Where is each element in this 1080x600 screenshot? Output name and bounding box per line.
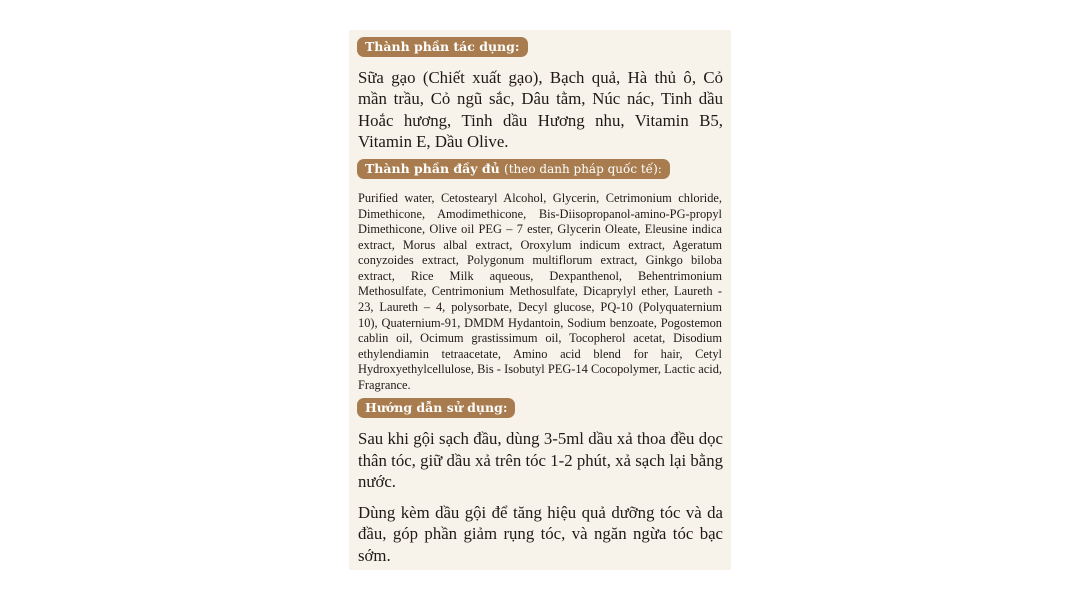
full-ingredients-text: Purified water, Cetostearyl Alcohol, Glycerin, Cetrimonium chloride, Dimethicone, Amodimethicone, Bis-Diisopropanol-amino-PG-propyl Dimethicone, Olive oil PEG – 7 ester, Glycerin Oleate, Eleusine indica extract, Morus albal extract, Oroxylum indicum extract, Ageratum conyzoides extract, Polygonum multiflorum extract, Ginkgo biloba extract, Rice Milk aqueous, Dexpanthenol, Behentrimonium Methosulfate, Centrimonium Methosulfate, Dicaprylyl ether, Laureth - 23, Laureth – 4, polysorbate, Decyl glucose, PQ-10 (Polyquaternium 10), Quaternium-91, DMDM Hydantoin, Sodium benzoate, Pogostemon cablin oil, Ocimum grastissimum oil, Tocopherol acetat, Disodium ethylendiamin tetraacetate, Amino acid blend for hair, Cetyl Hydroxyethylcellulose, Bis - Isobutyl PEG-14 Cocopolymer, Lactic acid, Fragrance.	[358, 191, 722, 392]
usage-heading-text: Hướng dẫn sử dụng:	[365, 400, 508, 416]
usage-heading	[357, 398, 515, 418]
active-ingredients-heading	[357, 37, 528, 57]
usage-paragraph: Sau khi gội sạch đầu, dùng 3-5ml dầu xả thoa đều dọc thân tóc, giữ dầu xả trên tóc 1-2 phút, xả sạch lại bằng nước.	[358, 429, 723, 491]
full-ingredients-section	[357, 158, 731, 393]
full-ingredients-heading-note: (theo danh pháp quốc tế):	[504, 162, 662, 177]
active-ingredients-section	[357, 36, 731, 152]
product-label-panel	[349, 30, 731, 570]
active-ingredients-text: Sữa gạo (Chiết xuất gạo), Bạch quả, Hà thủ ô, Cỏ mần trầu, Cỏ ngũ sắc, Dâu tằm, Núc nác, Tinh dầu Hoắc hương, Tinh dầu Hương nhu, Vitamin B5, Vitamin E, Dầu Olive.	[358, 68, 723, 151]
usage-paragraph: Dùng kèm dầu gội để tăng hiệu quả dưỡng tóc và da đầu, góp phần giảm rụng tóc, và ngăn ngừa tóc bạc sớm.	[358, 503, 723, 565]
active-ingredients-heading-text: Thành phần tác dụng:	[365, 39, 520, 54]
full-ingredients-heading-text: Thành phần đầy đủ	[365, 161, 500, 177]
usage-section	[357, 397, 731, 566]
full-ingredients-heading	[357, 159, 670, 179]
